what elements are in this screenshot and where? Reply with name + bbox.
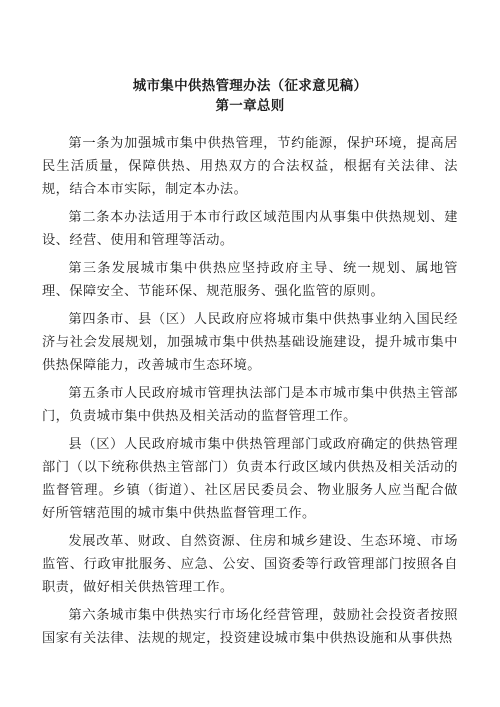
article-2-paragraph: 第二条本办法适用于本市行政区域范围内从事集中供热规划、建设、经营、使用和管理等活动。 <box>42 210 458 248</box>
document-title: 城市集中供热管理办法（征求意见稿） <box>132 78 368 94</box>
article-5-county-paragraph: 县（区）人民政府城市集中供热管理部门或政府确定的供热管理部门（以下统称供热主管部门）负责本行政区域内供热及相关活动的监督管理。乡镇（街道）、社区居民委员会、物业服务人应当配合做好所管辖范围的城市集中供热监督管理工作。 <box>42 437 458 521</box>
article-6-paragraph: 第六条城市集中供热实行市场化经营管理，鼓励社会投资者按照国家有关法律、法规的规定，投资建设城市集中供热设施和从事供热 <box>42 608 458 646</box>
chapter-heading: 第一章总则 <box>215 98 285 114</box>
article-5-departments-paragraph: 发展改革、财政、自然资源、住房和城乡建设、生态环境、市场监管、行政审批服务、应急、公安、国资委等行政管理部门按照各自职责，做好相关供热管理工作。 <box>42 534 458 595</box>
article-4-paragraph: 第四条市、县（区）人民政府应将城市集中供热事业纳入国民经济与社会发展规划，加强城市集中供热基础设施建设，提升城市集中供热保障能力，改善城市生态环境。 <box>42 312 458 373</box>
article-3-paragraph: 第三条发展城市集中供热应坚持政府主导、统一规划、属地管理、保障安全、节能环保、规范服务、强化监管的原则。 <box>42 261 458 299</box>
article-5-paragraph: 第五条市人民政府城市管理执法部门是本市城市集中供热主管部门，负责城市集中供热及相关活动的监督管理工作。 <box>42 386 458 424</box>
article-1-paragraph: 第一条为加强城市集中供热管理，节约能源，保护环境，提高居民生活质量，保障供热、用热双方的合法权益，根据有关法律、法规，结合本市实际，制定本办法。 <box>42 136 458 197</box>
